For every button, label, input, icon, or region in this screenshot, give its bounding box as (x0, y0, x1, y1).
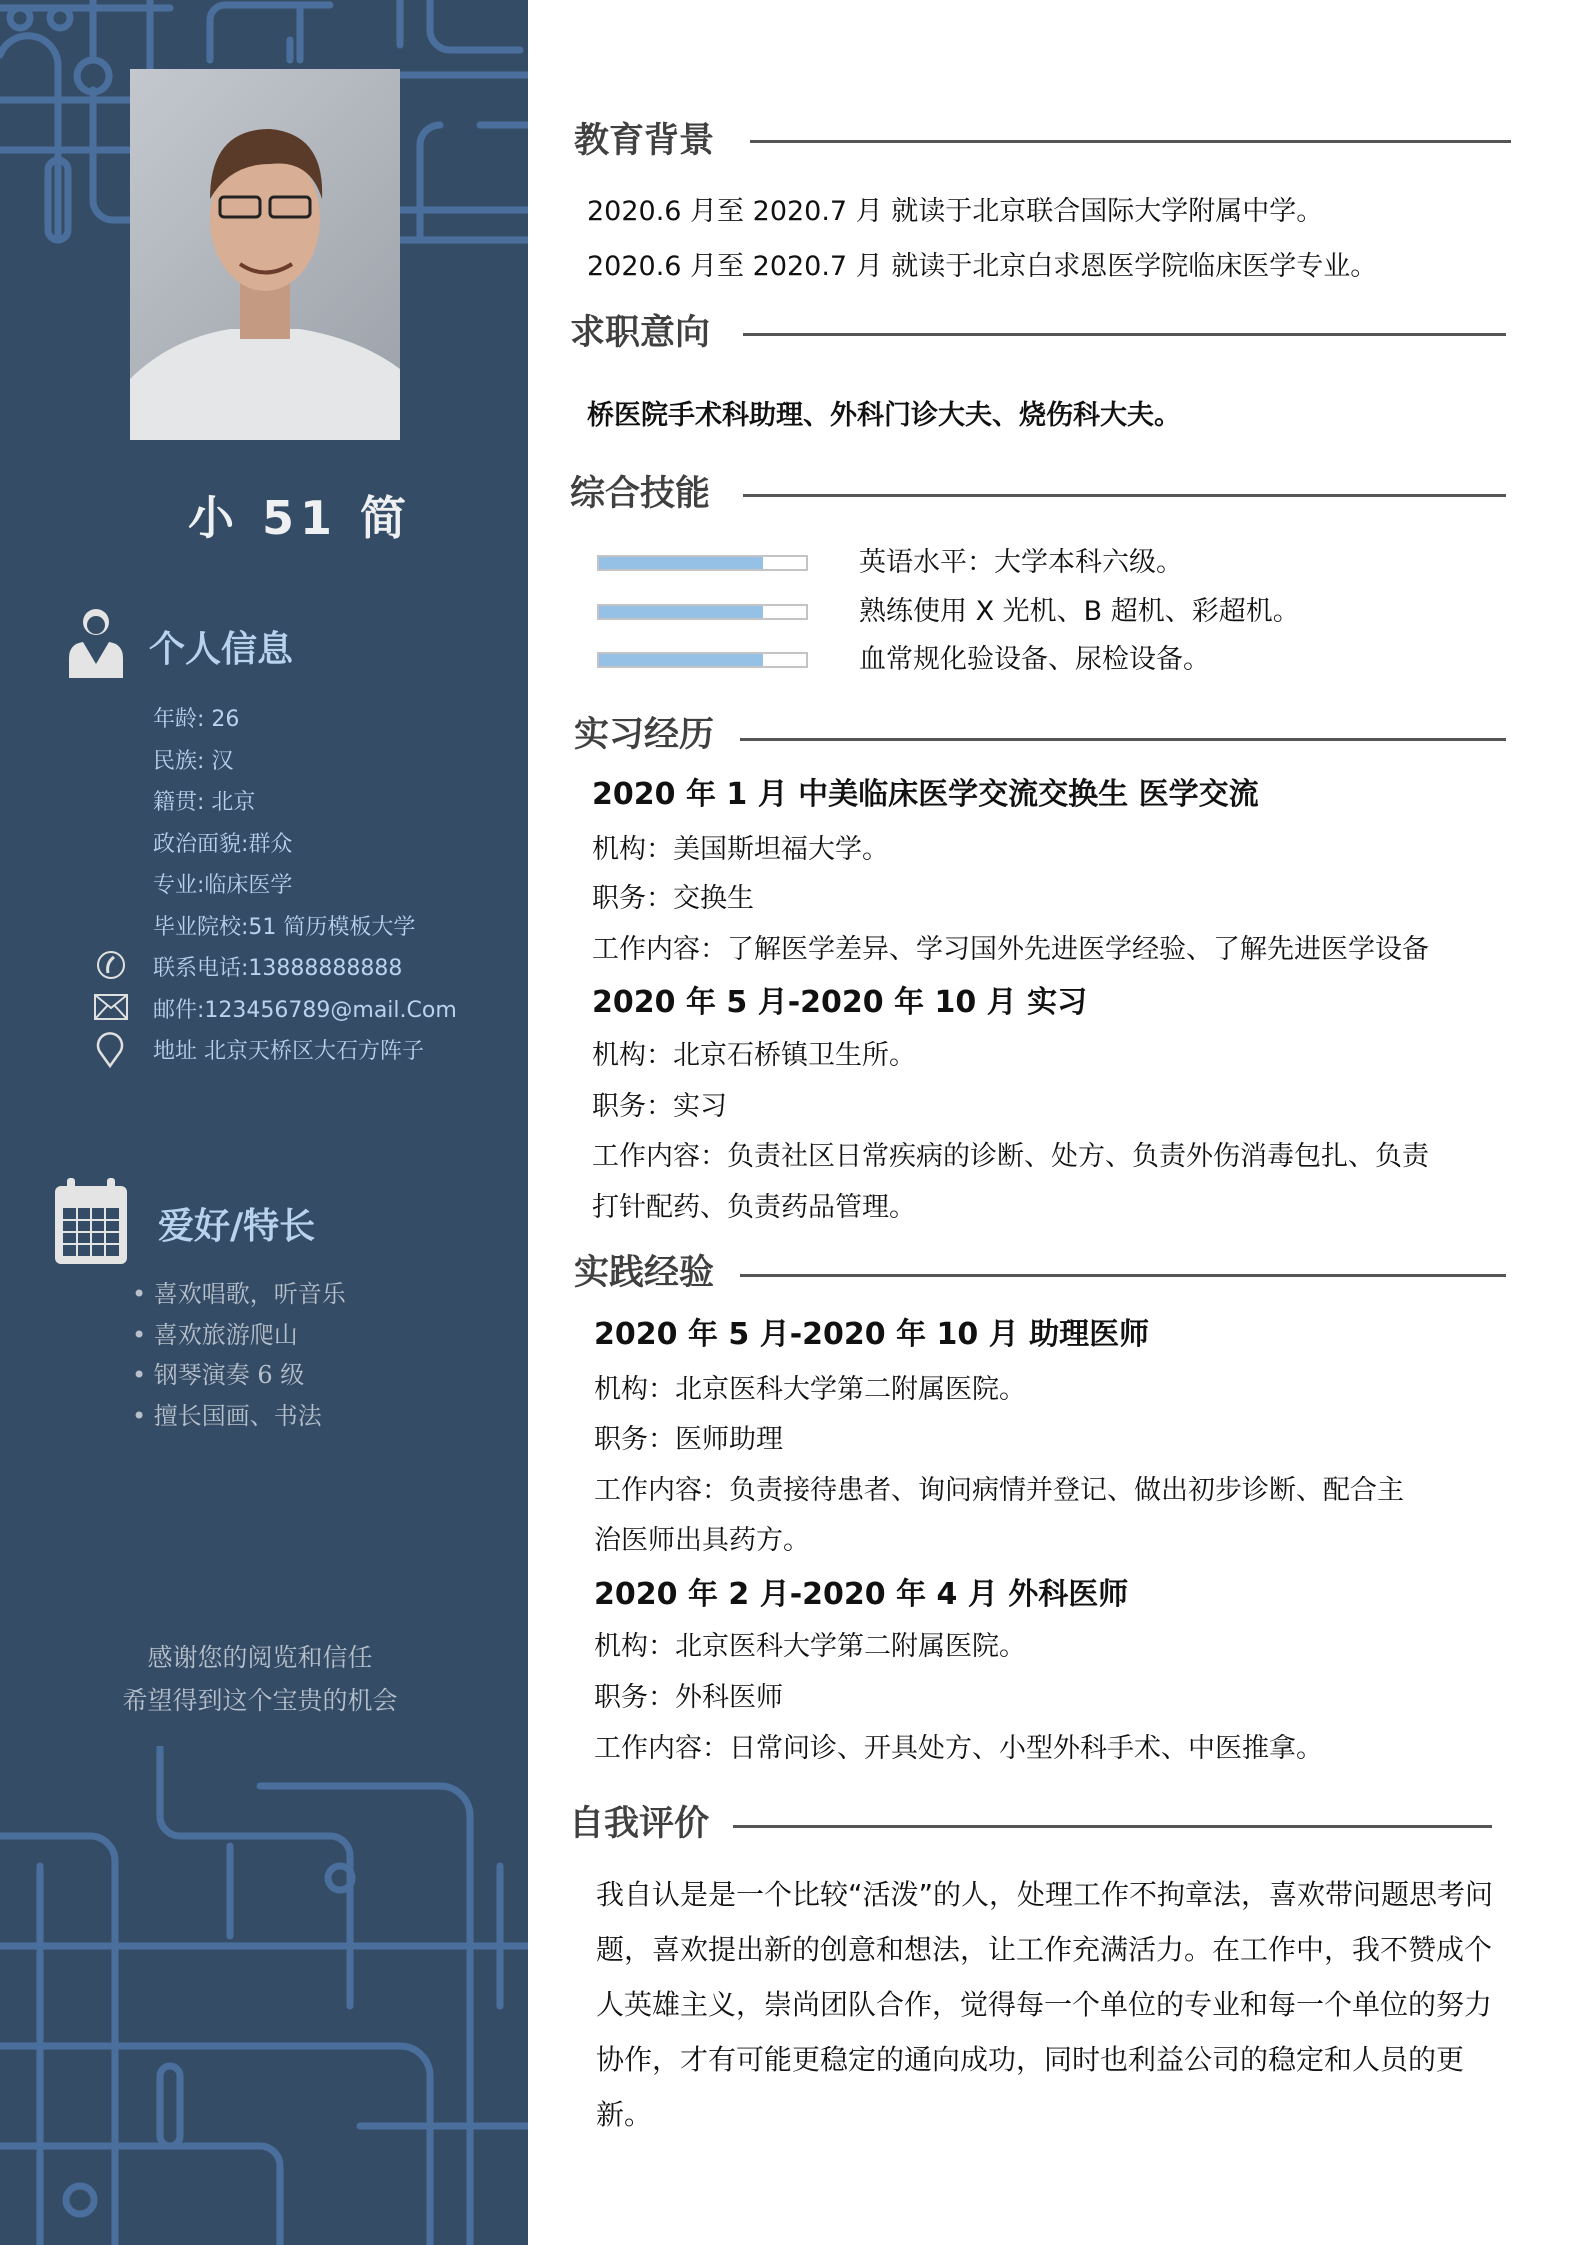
entry-line: 治医师出具药方。 (594, 1525, 810, 1556)
education-line: 2020.6 月至 2020.7 月 就读于北京白求恩医学院临床医学专业。 (587, 251, 1378, 282)
entry-line: 机构：北京医科大学第二附属医院。 (594, 1374, 1026, 1405)
hobbies-title: 爱好/特长 (158, 1206, 316, 1247)
entry-line: 工作内容：负责接待患者、询问病情并登记、做出初步诊断、配合主 (594, 1475, 1404, 1506)
divider (750, 140, 1511, 143)
hobby-item: • 擅长国画、书法 (132, 1402, 322, 1430)
info-phone: 联系电话:13888888888 (153, 956, 403, 981)
info-politics: 政治面貌:群众 (153, 832, 293, 857)
phone-icon (96, 950, 126, 980)
internship-entry-heading: 2020 年 5 月-2020 年 10 月 实习 (592, 985, 1088, 1020)
job-intent-title: 求职意向 (570, 313, 711, 353)
divider (743, 494, 1506, 497)
skill-label: 英语水平：大学本科六级。 (859, 547, 1183, 578)
hobby-item: • 喜欢唱歌，听音乐 (132, 1280, 346, 1308)
job-intent-text: 桥医院手术科助理、外科门诊大夫、烧伤科大夫。 (587, 400, 1181, 431)
skill-level-fill (599, 557, 763, 569)
entry-line: 打针配药、负责药品管理。 (592, 1192, 916, 1223)
skill-label: 血常规化验设备、尿检设备。 (859, 644, 1210, 675)
decorative-pattern-bottom (0, 1746, 528, 2245)
entry-line: 职务：实习 (592, 1091, 727, 1122)
entry-line: 机构：北京医科大学第二附属医院。 (594, 1631, 1026, 1662)
personal-info-title: 个人信息 (149, 629, 294, 670)
profile-photo (130, 69, 400, 440)
skills-title: 综合技能 (570, 474, 711, 514)
skill-level-fill (599, 654, 763, 666)
skill-level-bar (597, 652, 808, 668)
divider (733, 1825, 1492, 1828)
skill-level-bar (597, 555, 808, 571)
entry-line: 职务：医师助理 (594, 1424, 783, 1455)
info-major: 专业:临床医学 (153, 873, 293, 898)
sidebar (0, 0, 528, 2245)
info-hometown: 籍贯: 北京 (153, 790, 256, 815)
self-evaluation-text: 我自认是是一个比较“活泼”的人，处理工作不拘章法，喜欢带问题思考问题，喜欢提出新的创意和想法，让工作充满活力。在工作中，我不赞成个人英雄主义，崇尚团队合作，觉得每一个单位的专业和每一个单位的努力协作，才有可能更稳定的通向成功，同时也利益公司的稳定和人员的更新。 (596, 1878, 1494, 2131)
info-email: 邮件:123456789@mail.Com (153, 998, 457, 1023)
education-line: 2020.6 月至 2020.7 月 就读于北京联合国际大学附属中学。 (587, 196, 1324, 227)
practice-entry-heading: 2020 年 2 月-2020 年 4 月 外科医师 (594, 1577, 1129, 1612)
entry-line: 职务：外科医师 (594, 1682, 783, 1713)
info-ethnicity: 民族: 汉 (153, 749, 234, 774)
entry-line: 工作内容：日常问诊、开具处方、小型外科手术、中医推拿。 (594, 1733, 1323, 1764)
divider (740, 1274, 1506, 1277)
entry-line: 机构：北京石桥镇卫生所。 (592, 1040, 916, 1071)
mail-icon (94, 994, 128, 1020)
practice-title: 实践经验 (574, 1253, 715, 1293)
practice-entry-heading: 2020 年 5 月-2020 年 10 月 助理医师 (594, 1317, 1150, 1352)
divider (740, 738, 1506, 741)
hobby-item: • 钢琴演奏 6 级 (132, 1361, 305, 1389)
skill-level-bar (597, 604, 808, 620)
divider (743, 333, 1506, 336)
location-pin-icon (95, 1030, 125, 1068)
entry-line: 机构：美国斯坦福大学。 (592, 834, 889, 865)
person-icon (69, 606, 123, 678)
internship-entry-heading: 2020 年 1 月 中美临床医学交流交换生 医学交流 (592, 777, 1259, 812)
info-address: 地址 北京天桥区大石方阵子 (153, 1039, 424, 1064)
info-school: 毕业院校:51 简历模板大学 (153, 915, 416, 940)
skill-level-fill (599, 606, 763, 618)
calendar-icon (53, 1176, 129, 1266)
thanks-line: 感谢您的阅览和信任 (147, 1643, 373, 1672)
internship-title: 实习经历 (574, 715, 715, 755)
info-age: 年龄: 26 (153, 707, 240, 732)
entry-line: 职务：交换生 (592, 883, 754, 914)
candidate-name: 小 51 简 (187, 491, 413, 545)
entry-line: 工作内容：负责社区日常疾病的诊断、处方、负责外伤消毒包扎、负责 (592, 1141, 1429, 1172)
skill-label: 熟练使用 X 光机、B 超机、彩超机。 (859, 596, 1300, 627)
entry-line: 工作内容：了解医学差异、学习国外先进医学经验、了解先进医学设备 (592, 934, 1429, 965)
thanks-line: 希望得到这个宝贵的机会 (122, 1686, 398, 1715)
self-evaluation-title: 自我评价 (569, 1804, 710, 1844)
education-title: 教育背景 (574, 121, 715, 161)
hobby-item: • 喜欢旅游爬山 (132, 1321, 298, 1349)
